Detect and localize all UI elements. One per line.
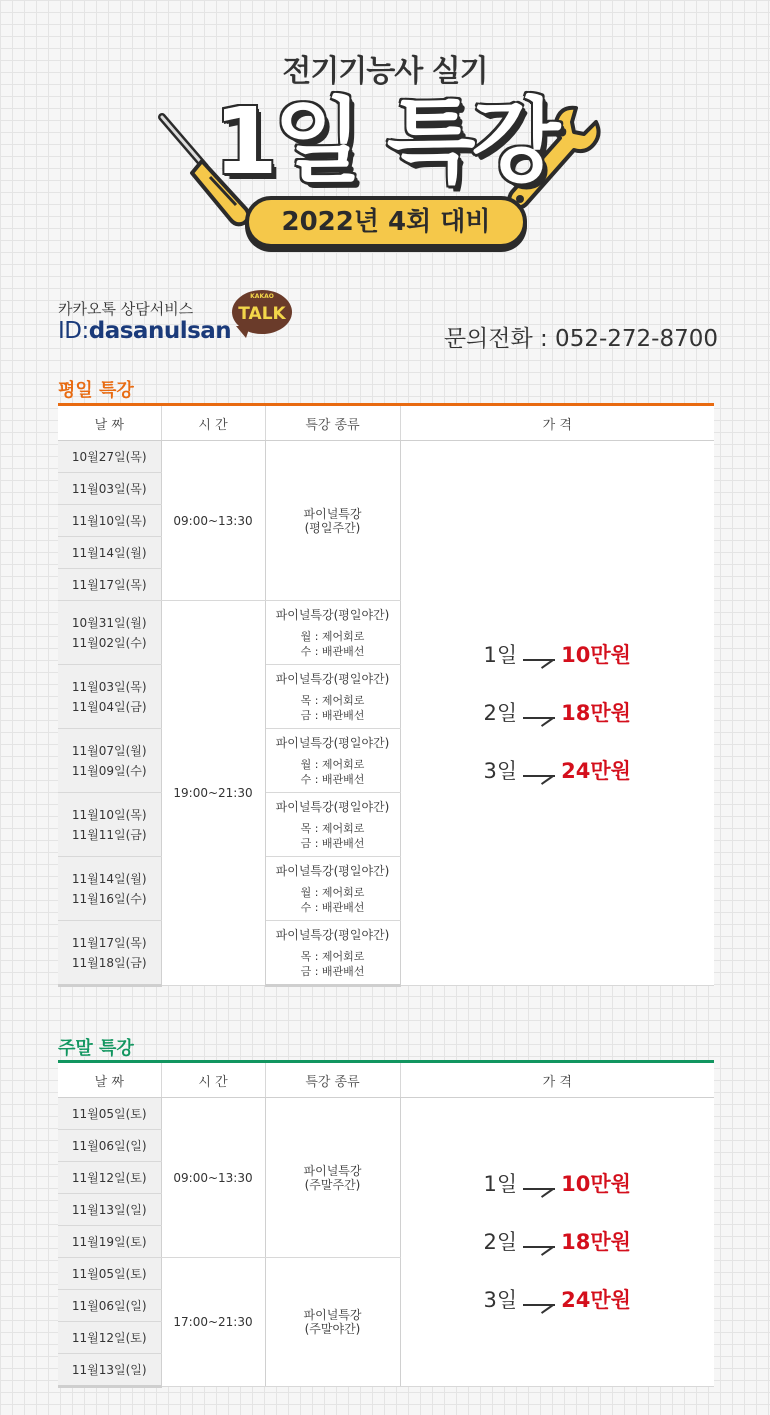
type-cell xyxy=(265,665,400,729)
price-line xyxy=(401,1155,715,1213)
type-name: 파이널특강 xyxy=(303,1308,362,1322)
contact-phone: 문의전화 : 052-272-8700 xyxy=(443,326,718,352)
date-cell xyxy=(58,665,161,729)
date-cell: 11월13일(일) xyxy=(58,1354,161,1387)
price-amount: 18만원 xyxy=(561,701,631,725)
exam-ribbon: 2022년 4회 대비 xyxy=(245,196,527,248)
price-line xyxy=(401,742,715,800)
type-cell xyxy=(265,857,400,921)
date-line: 11월09일(수) xyxy=(71,763,147,778)
type-cell xyxy=(265,921,400,986)
date-cell: 11월10일(목) xyxy=(58,505,161,537)
arrow-icon xyxy=(523,1233,555,1251)
type-cell xyxy=(265,1098,400,1258)
col-type: 특강 종류 xyxy=(265,1063,400,1098)
price-cell xyxy=(400,441,714,986)
date-line: 11월02일(수) xyxy=(71,635,147,650)
date-line: 10월31일(월) xyxy=(71,615,147,630)
type-name: 파이널특강(평일야간) xyxy=(275,608,390,622)
kakao-talk-label: TALK xyxy=(238,304,286,324)
type-sub: (평일주간) xyxy=(304,520,361,535)
price-days: 1일 xyxy=(483,643,518,667)
price-days: 1일 xyxy=(483,1172,518,1196)
kakao-id-prefix: ID: xyxy=(58,318,89,344)
kakao-label: 카카오톡 상담서비스 xyxy=(58,300,194,318)
price-days: 3일 xyxy=(483,759,518,783)
price-line xyxy=(401,1271,715,1329)
price-days: 2일 xyxy=(483,1230,518,1254)
date-line: 11월04일(금) xyxy=(71,699,147,714)
type-sub: 수 : 배관배선 xyxy=(300,901,365,914)
type-sub: 금 : 배관배선 xyxy=(300,965,365,978)
weekend-schedule-table xyxy=(58,1063,714,1388)
arrow-icon xyxy=(523,646,555,664)
price-line xyxy=(401,684,715,742)
price-amount: 24만원 xyxy=(561,759,631,783)
price-amount: 18만원 xyxy=(561,1230,631,1254)
time-cell: 09:00~13:30 xyxy=(161,1098,265,1258)
date-line: 11월14일(월) xyxy=(71,871,147,886)
arrow-icon xyxy=(523,704,555,722)
price-line xyxy=(401,626,715,684)
date-cell: 10월27일(목) xyxy=(58,441,161,473)
date-cell xyxy=(58,729,161,793)
type-cell xyxy=(265,441,400,601)
type-sub: 목 : 제어회로 xyxy=(300,950,365,963)
date-cell: 11월05일(토) xyxy=(58,1258,161,1290)
date-cell: 11월03일(목) xyxy=(58,473,161,505)
date-cell: 11월17일(목) xyxy=(58,569,161,601)
col-price: 가 격 xyxy=(400,406,714,441)
type-sub: (주말주간) xyxy=(304,1177,361,1192)
type-name: 파이널특강(평일야간) xyxy=(275,672,390,686)
type-name: 파이널특강(평일야간) xyxy=(275,800,390,814)
date-line: 11월03일(목) xyxy=(71,679,147,694)
type-sub: 금 : 배관배선 xyxy=(300,709,365,722)
date-cell: 11월19일(토) xyxy=(58,1226,161,1258)
time-cell: 09:00~13:30 xyxy=(161,441,265,601)
price-amount: 10만원 xyxy=(561,1172,631,1196)
type-sub: 수 : 배관배선 xyxy=(300,773,365,786)
weekend-section-title: 주말 특강 xyxy=(58,1038,134,1059)
date-cell: 11월06일(일) xyxy=(58,1290,161,1322)
col-type: 특강 종류 xyxy=(265,406,400,441)
type-sub: 수 : 배관배선 xyxy=(300,645,365,658)
date-cell xyxy=(58,857,161,921)
type-sub: 금 : 배관배선 xyxy=(300,837,365,850)
date-cell: 11월12일(토) xyxy=(58,1322,161,1354)
type-cell xyxy=(265,729,400,793)
type-name: 파이널특강 xyxy=(303,1163,362,1178)
weekday-schedule-table xyxy=(58,406,714,987)
date-line: 11월07일(월) xyxy=(71,743,147,758)
weekday-section-title: 평일 특강 xyxy=(58,380,134,401)
type-sub: 월 : 제어회로 xyxy=(300,630,365,643)
date-cell xyxy=(58,921,161,986)
date-line: 11월10일(목) xyxy=(71,807,147,822)
type-sub: 월 : 제어회로 xyxy=(300,758,365,771)
type-name: 파이널특강(평일야간) xyxy=(275,864,390,878)
date-cell: 11월13일(일) xyxy=(58,1194,161,1226)
date-cell xyxy=(58,793,161,857)
col-date: 날 짜 xyxy=(58,1063,161,1098)
header-title: 1일 특강 xyxy=(213,88,557,195)
kakao-small-label: KAKAO xyxy=(250,293,274,300)
type-name: 파이널특강(평일야간) xyxy=(275,736,390,750)
date-cell: 11월06일(일) xyxy=(58,1130,161,1162)
type-sub: 목 : 제어회로 xyxy=(300,694,365,707)
arrow-icon xyxy=(523,1291,555,1309)
col-time: 시 간 xyxy=(161,406,265,441)
type-cell xyxy=(265,1258,400,1387)
type-cell xyxy=(265,601,400,665)
type-sub: 목 : 제어회로 xyxy=(300,822,365,835)
date-line: 11월11일(금) xyxy=(71,827,147,842)
date-cell xyxy=(58,601,161,665)
kakao-id-value: dasanulsan xyxy=(88,318,232,344)
kakao-id[interactable] xyxy=(58,318,231,344)
arrow-icon xyxy=(523,1175,555,1193)
col-time: 시 간 xyxy=(161,1063,265,1098)
type-sub: 월 : 제어회로 xyxy=(300,886,365,899)
price-amount: 24만원 xyxy=(561,1288,631,1312)
price-days: 2일 xyxy=(483,701,518,725)
header-subtitle: 전기기능사 실기 xyxy=(282,54,488,89)
price-cell xyxy=(400,1098,714,1387)
type-sub: (주말야간) xyxy=(304,1322,361,1336)
time-cell: 17:00~21:30 xyxy=(161,1258,265,1387)
price-line xyxy=(401,1213,715,1271)
date-cell: 11월05일(토) xyxy=(58,1098,161,1130)
kakao-talk-icon[interactable] xyxy=(232,290,292,334)
date-cell: 11월12일(토) xyxy=(58,1162,161,1194)
type-cell xyxy=(265,793,400,857)
date-cell: 11월14일(월) xyxy=(58,537,161,569)
type-name: 파이널특강 xyxy=(303,506,362,521)
col-price: 가 격 xyxy=(400,1063,714,1098)
time-cell: 19:00~21:30 xyxy=(161,601,265,986)
date-line: 11월17일(목) xyxy=(71,935,147,950)
col-date: 날 짜 xyxy=(58,406,161,441)
date-line: 11월18일(금) xyxy=(71,955,147,970)
price-days: 3일 xyxy=(483,1288,518,1312)
price-amount: 10만원 xyxy=(561,643,631,667)
date-line: 11월16일(수) xyxy=(71,891,147,906)
arrow-icon xyxy=(523,762,555,780)
type-name: 파이널특강(평일야간) xyxy=(275,928,390,942)
